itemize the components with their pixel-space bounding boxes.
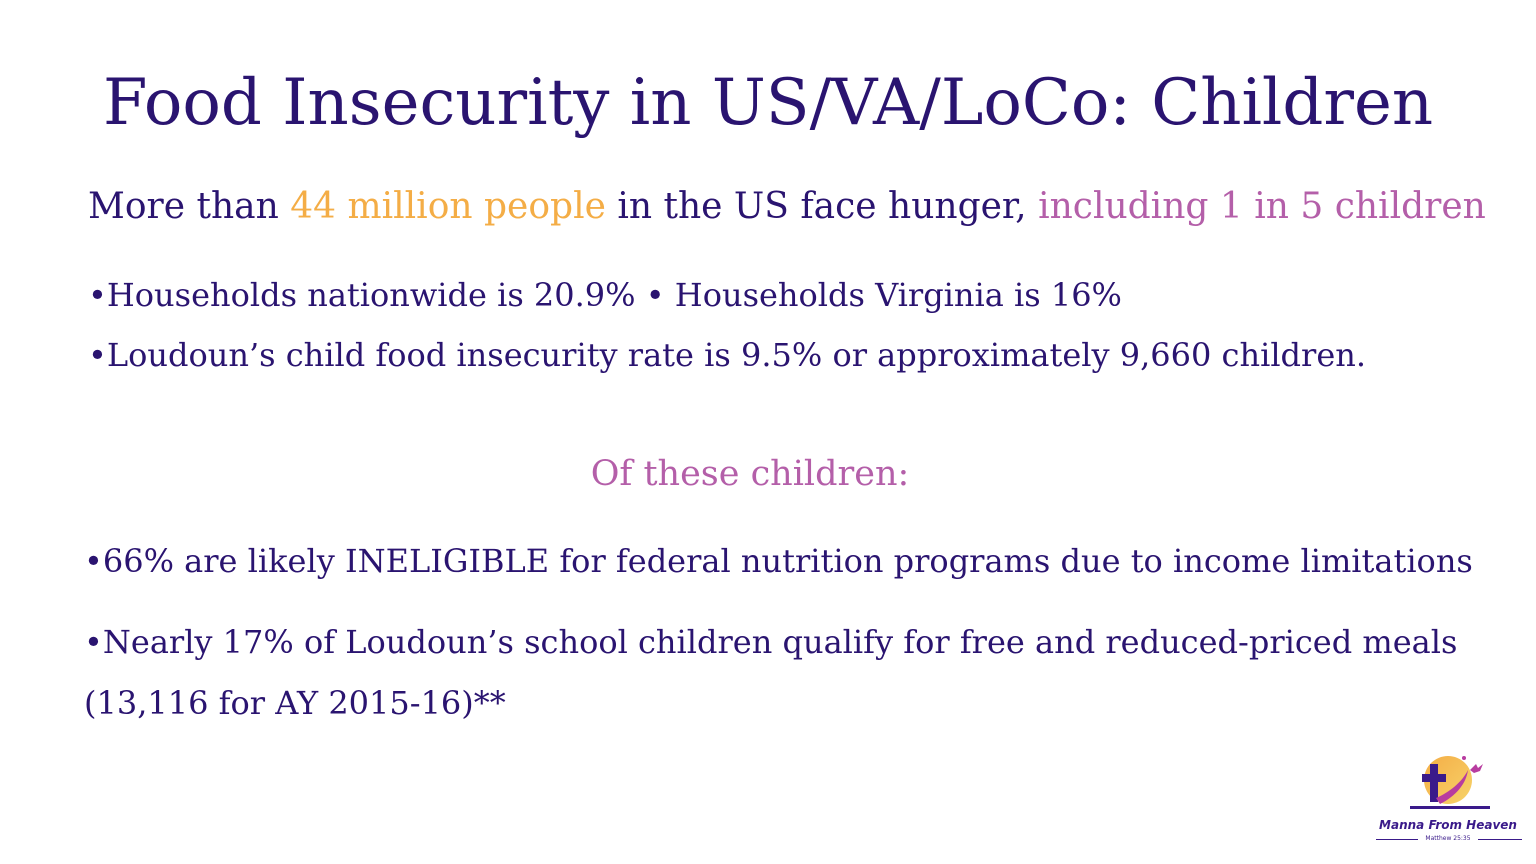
- bullet-ineligible: •66% are likely INELIGIBLE for federal nutrition programs due to income limitations: [84, 542, 1473, 580]
- headline-highlight-people: 44 million people: [290, 186, 606, 227]
- headline-lead: More than: [88, 186, 291, 227]
- slide-title: Food Insecurity in US/VA/LoCo: Children: [102, 66, 1434, 140]
- headline-highlight-children: including 1 in 5 children: [1038, 186, 1486, 227]
- bullet-free-meals-continued: (13,116 for AY 2015-16)**: [84, 684, 506, 722]
- subhead: Of these children:: [590, 454, 910, 494]
- logo-emblem-icon: [1370, 752, 1530, 822]
- headline-middle: in the US face hunger,: [605, 186, 1039, 227]
- logo-name: Manna From Heaven: [1379, 818, 1517, 832]
- bullet-loudoun-rate: •Loudoun’s child food insecurity rate is 9.5% or approximately 9,660 children.: [88, 336, 1367, 374]
- logo-rule-right: [1478, 839, 1522, 840]
- bullet-households: •Households nationwide is 20.9% • Households Virginia is 16%: [88, 276, 1122, 314]
- bullet-free-meals: •Nearly 17% of Loudoun’s school children qualify for free and reduced-priced meals: [84, 623, 1458, 661]
- headline: [88, 184, 1486, 230]
- logo-verse: Matthew 25:35: [1425, 835, 1471, 842]
- manna-from-heaven-logo: [1370, 752, 1530, 852]
